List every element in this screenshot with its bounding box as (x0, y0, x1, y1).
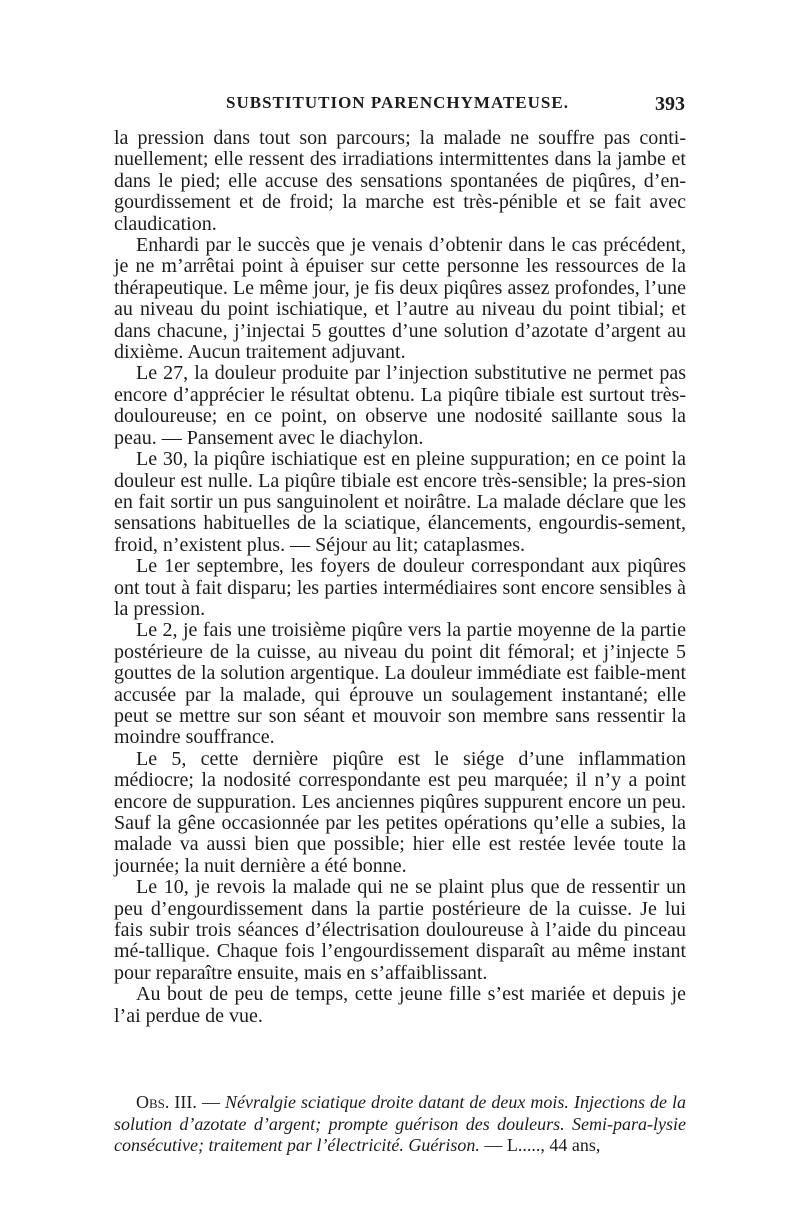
observation-label: Obs. III. (136, 1092, 197, 1112)
observation-dash: — (196, 1092, 225, 1112)
observation-title: Névralgie sciatique droite datant de deux mois. Injections de la solution d’azotate d’argent; prompte guérison des douleurs. Semi-para-lysie consécutive; traitement par l’électricité. Guérison. (114, 1092, 686, 1155)
paragraph-conclusion: Au bout de peu de temps, cette jeune fille s’est mariée et depuis je l’ai perdue de vue. (114, 983, 686, 1027)
paragraph-day-27: Le 27, la douleur produite par l’injection substitutive ne permet pas encore d’apprécier le résultat obtenu. La piqûre tibiale est surtout très-douloureuse; en ce point, on observe une nodosité saillante sous la peau. — Pansement avec le diachylon. (114, 362, 686, 449)
paragraph-day-5: Le 5, cette dernière piqûre est le siége d’une inflammation médiocre; la nodosité correspondante est peu marquée; il n’y a point encore de suppuration. Les anciennes piqûres suppurent encore un peu. Sauf la gêne occasionnée par les petites opérations qu’elle a subies, la malade va aussi bien que possible; hier elle est restée levée toute la journée; la nuit dernière a été bonne. (114, 747, 686, 877)
observation-paragraph (114, 1092, 686, 1157)
running-header (110, 93, 685, 123)
paragraph-continuation: la pression dans tout son parcours; la malade ne souffre pas conti-nuellement; elle ressent des irradiations intermittentes dans la jambe et dans le pied; elle accuse des sensations spontanées de piqûres, d’en-gourdissement et de froid; la marche est très-pénible et se fait avec claudication. (114, 127, 686, 235)
paragraph-treatment: Enhardi par le succès que je venais d’obtenir dans le cas précédent, je ne m’arrêtai point à épuiser sur cette personne les ressources de la thérapeutique. Le même jour, je fis deux piqûres assez profondes, l’une au niveau du point ischiatique, et l’autre au niveau du point tibial; et dans chacune, j’injectai 5 gouttes d’une solution d’azotate d’argent au dixième. Aucun traitement adjuvant. (114, 234, 686, 364)
observation-patient: — L....., 44 ans, (479, 1135, 601, 1155)
paragraph-day-30: Le 30, la piqûre ischiatique est en pleine suppuration; en ce point la douleur est nulle. La piqûre tibiale est encore très-sensible; la pres-sion en fait sortir un pus sanguinolent et noirâtre. La malade déclare que les sensations habituelles de la sciatique, élancements, engourdis-sement, froid, n’existent plus. — Séjour au lit; cataplasmes. (114, 448, 686, 556)
body-text (114, 128, 686, 1027)
running-title: SUBSTITUTION PARENCHYMATEUSE. (226, 93, 569, 112)
observation-block (114, 1092, 686, 1157)
paragraph-september-1: Le 1er septembre, les foyers de douleur correspondant aux piqûres ont tout à fait disparu; les parties intermédiaires sont encore sensibles à la pression. (114, 555, 686, 620)
paragraph-day-10: Le 10, je revois la malade qui ne se plaint plus que de ressentir un peu d’engourdissement dans la partie postérieure de la cuisse. Je lui fais subir trois séances d’électrisation douloureuse à l’aide du pinceau mé-tallique. Chaque fois l’engourdissement disparaît au même instant pour reparaître ensuite, mais en s’affaiblissant. (114, 876, 686, 984)
page-number: 393 (655, 93, 685, 115)
paragraph-day-2: Le 2, je fais une troisième piqûre vers la partie moyenne de la partie postérieure de la cuisse, au niveau du point dit fémoral; et j’injecte 5 gouttes de la solution argentique. La douleur immédiate est faible-ment accusée par la malade, qui éprouve un soulagement instantané; elle peut se mettre sur son séant et mouvoir son membre sans ressentir la moindre souffrance. (114, 619, 686, 749)
